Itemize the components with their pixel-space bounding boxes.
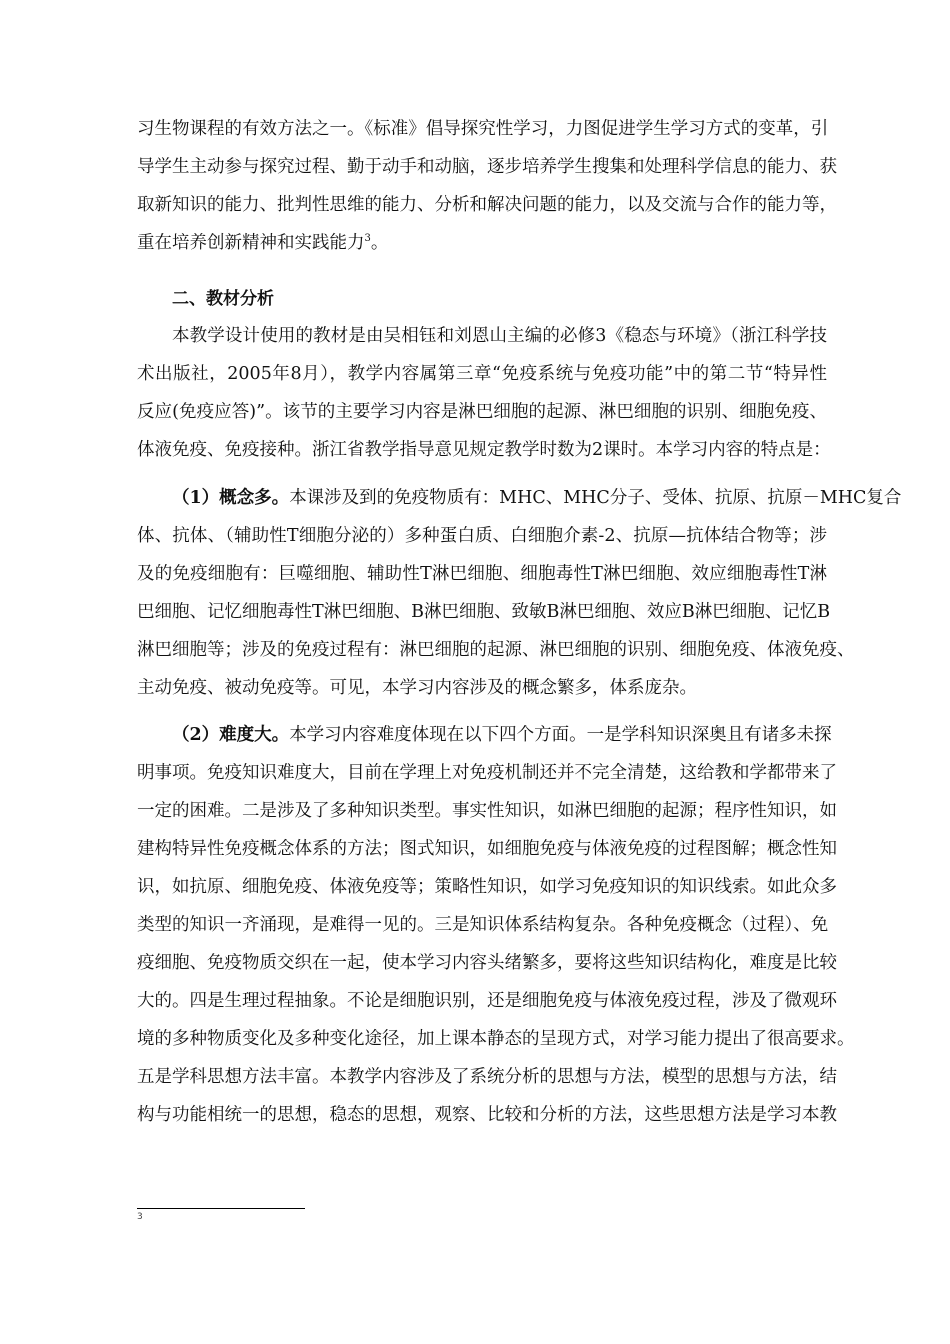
footnote-divider <box>137 1208 305 1209</box>
paragraph-line: 体、抗体、（辅助性T细胞分泌的）多种蛋白质、白细胞介素-2、抗原—抗体结合物等；涉 <box>137 526 827 546</box>
paragraph-line: 体液免疫、免疫接种。浙江省教学指导意见规定教学时数为2课时。本学习内容的特点是： <box>137 440 831 460</box>
paragraph-line: 反应(免疫应答)”。该节的主要学习内容是淋巴细胞的起源、淋巴细胞的识别、细胞免疫、 <box>137 402 827 422</box>
point-2-heading: （2）难度大。 <box>172 725 290 745</box>
sentence-end: 。 <box>370 233 389 253</box>
paragraph-text: 重在培养创新精神和实践能力 <box>137 233 365 253</box>
paragraph-line: 导学生主动参与探究过程、勤于动手和动脑，逐步培养学生搜集和处理科学信息的能力、获 <box>137 157 837 177</box>
paragraph-line: 类型的知识一齐涌现，是难得一见的。三是知识体系结构复杂。各种免疫概念（过程）、免 <box>137 915 829 935</box>
paragraph-line: 建构特异性免疫概念体系的方法；图式知识，如细胞免疫与体液免疫的过程图解；概念性知 <box>137 839 837 859</box>
point-1-heading: （1）概念多。 <box>172 488 290 508</box>
paragraph-line: 淋巴细胞等；涉及的免疫过程有：淋巴细胞的起源、淋巴细胞的识别、细胞免疫、体液免疫、 <box>137 640 855 660</box>
paragraph-line: 本教学设计使用的教材是由吴相钰和刘恩山主编的必修3《稳态与环境》（浙江科学技 <box>172 326 827 346</box>
paragraph-line: 境的多种物质变化及多种变化途径，加上课本静态的呈现方式，对学习能力提出了很高要求。 <box>137 1029 855 1049</box>
point-2-first-line <box>172 723 832 747</box>
section-heading: 二、教材分析 <box>172 289 274 309</box>
paragraph-line: 构与功能相统一的思想，稳态的思想，观察、比较和分析的方法，这些思想方法是学习本教 <box>137 1105 837 1125</box>
point-1-first-line <box>172 486 902 510</box>
paragraph-line-last <box>137 231 827 255</box>
paragraph-text: 本学习内容难度体现在以下四个方面。一是学科知识深奥且有诸多未探 <box>289 725 832 745</box>
paragraph-line: 疫细胞、免疫物质交织在一起，使本学习内容头绪繁多，要将这些知识结构化，难度是比较 <box>137 953 837 973</box>
paragraph-text: 本课涉及到的免疫物质有：MHC、MHC分子、受体、抗原、抗原－MHC复合 <box>289 488 902 508</box>
paragraph-line: 五是学科思想方法丰富。本教学内容涉及了系统分析的思想与方法，模型的思想与方法，结 <box>137 1067 837 1087</box>
paragraph-line: 大的。四是生理过程抽象。不论是细胞识别，还是细胞免疫与体液免疫过程，涉及了微观环 <box>137 991 837 1011</box>
footnote-reference[interactable]: 3 <box>364 233 371 245</box>
paragraph-line: 取新知识的能力、批判性思维的能力、分析和解决问题的能力，以及交流与合作的能力等， <box>137 195 837 215</box>
paragraph-line: 一定的困难。二是涉及了多种知识类型。事实性知识，如淋巴细胞的起源；程序性知识，如 <box>137 801 837 821</box>
paragraph-line: 巴细胞、记忆细胞毒性T淋巴细胞、B淋巴细胞、致敏B淋巴细胞、效应B淋巴细胞、记忆B <box>137 602 831 622</box>
paragraph-line: 及的免疫细胞有：巨噬细胞、辅助性T淋巴细胞、细胞毒性T淋巴细胞、效应细胞毒性T淋 <box>137 564 827 584</box>
paragraph-line: 识，如抗原、细胞免疫、体液免疫等；策略性知识，如学习免疫知识的知识线索。如此众多 <box>137 877 837 897</box>
paragraph-line: 习生物课程的有效方法之一。《标准》倡导探究性学习，力图促进学生学习方式的变革，引 <box>137 119 829 139</box>
paragraph-line: 主动免疫、被动免疫等。可见，本学习内容涉及的概念繁多，体系庞杂。 <box>137 678 697 698</box>
paragraph-line: 明事项。免疫知识难度大，目前在学理上对免疫机制还并不完全清楚，这给教和学都带来了 <box>137 763 837 783</box>
paragraph-line: 术出版社，2005年8月），教学内容属第三章“免疫系统与免疫功能”中的第二节“特异性 <box>137 364 827 384</box>
footnote-number: 3 <box>137 1212 143 1222</box>
